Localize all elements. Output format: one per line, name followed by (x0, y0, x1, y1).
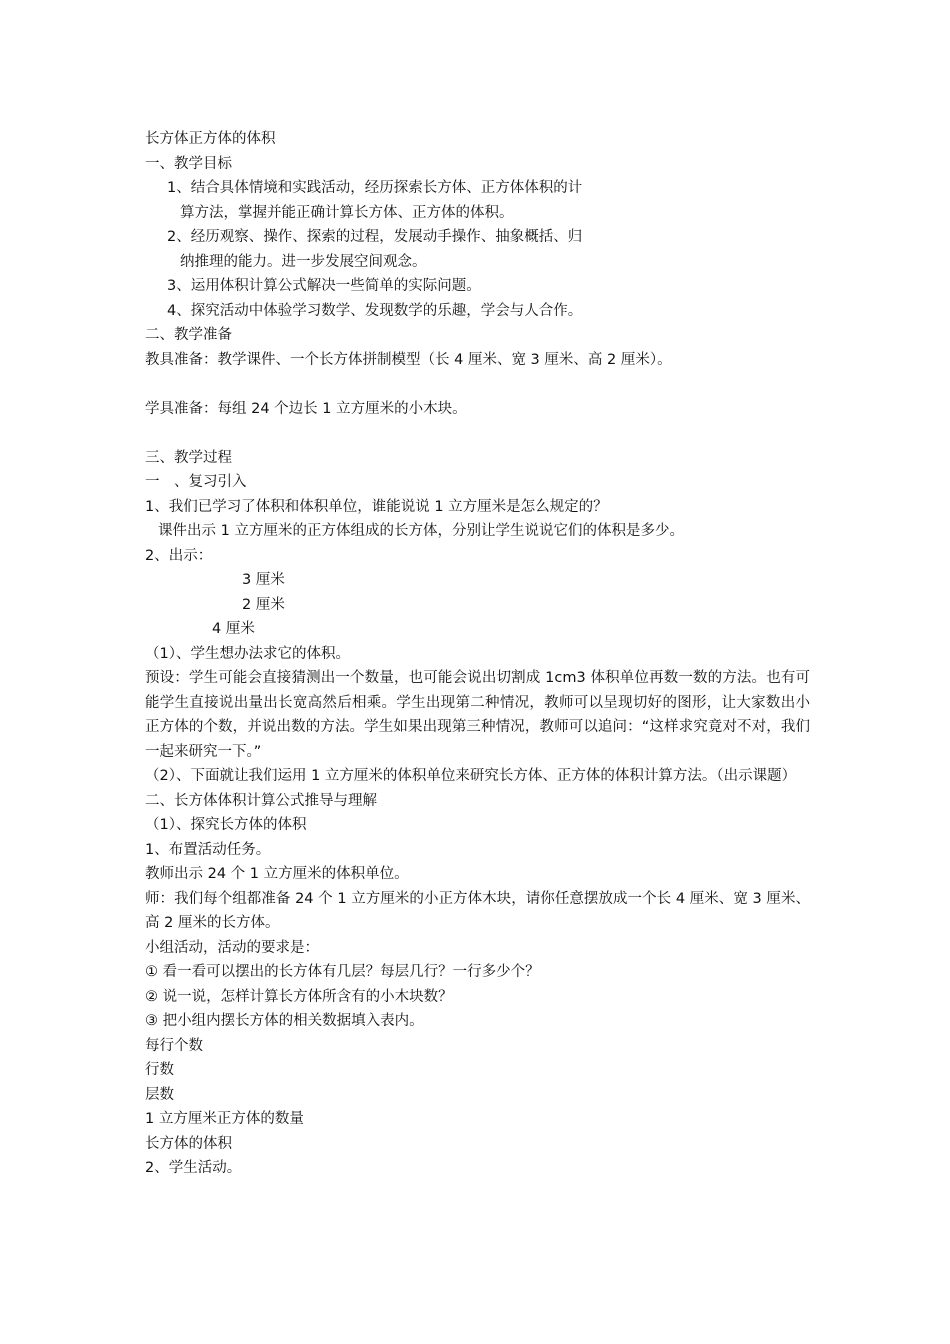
preset-paragraph: 预设：学生可能会直接猜测出一个数量，也可能会说出切割成 1cm3 体积单位再数一数的方法。也有可能学生直接说出量出长宽高然后相乘。学生出现第二种情况，教师可以呈现切好的图形，让大家数出小正方体的个数，并说出数的方法。学生如果出现第三种情况，教师可以追问：“这样求究竟对不对，我们一起来研究一下。” (145, 670, 810, 760)
student-activity: 2、学生活动。 (145, 1160, 242, 1176)
teacher-shows: 教师出示 24 个 1 立方厘米的体积单位。 (145, 866, 409, 882)
requirement-1: ① 看一看可以摆出的长方体有几层？每层几行？一行多少个？ (145, 964, 540, 980)
section-heading-process: 三、教学过程 (145, 449, 232, 466)
table-label-cube-count: 1 立方厘米正方体的数量 (145, 1111, 304, 1127)
part-heading-review: 一 、复习引入 (145, 474, 247, 490)
requirement-3: ③ 把小组内摆长方体的相关数据填入表内。 (145, 1013, 424, 1029)
section-heading-goals: 一、教学目标 (145, 155, 232, 172)
spacer (145, 421, 810, 446)
dimension-length-label: 4 厘米 (212, 621, 255, 637)
review-question-1: 1、我们已学习了体积和体积单位，谁能说说 1 立方厘米是怎么规定的？ (145, 498, 608, 515)
goal-2-line-2: 纳推理的能力。进一步发展空间观念。 (180, 253, 427, 270)
dimension-height-label: 3 厘米 (242, 572, 285, 588)
requirement-2: ② 说一说，怎样计算长方体所含有的小木块数？ (145, 988, 453, 1005)
goal-1-line-2: 算方法，掌握并能正确计算长方体、正方体的体积。 (180, 204, 514, 221)
table-label-per-row: 每行个数 (145, 1037, 203, 1054)
formula-sub-1: （1）、探究长方体的体积 (145, 817, 307, 833)
review-sub-2: （2）、下面就让我们运用 1 立方厘米的体积单位来研究长方体、正方体的体积计算方法。（出示课题） (145, 768, 797, 784)
student-materials: 学具准备：每组 24 个边长 1 立方厘米的小木块。 (145, 400, 467, 417)
review-question-1-detail: 课件出示 1 立方厘米的正方体组成的长方体，分别让学生说说它们的体积是多少。 (158, 523, 684, 539)
goal-1-line-1: 1、结合具体情境和实践活动，经历探索长方体、正方体体积的计 (167, 180, 583, 196)
teacher-materials: 教具准备：教学课件、一个长方体拼制模型（长 4 厘米、宽 3 厘米、高 2 厘米）。 (145, 351, 672, 368)
group-activity-intro: 小组活动，活动的要求是： (145, 939, 319, 956)
goal-3: 3、运用体积计算公式解决一些简单的实际问题。 (167, 278, 481, 294)
doc-title: 长方体正方体的体积 (145, 131, 276, 147)
document-body (145, 127, 810, 1181)
dimension-width-label: 2 厘米 (242, 596, 285, 613)
review-question-2: 2、出示： (145, 547, 213, 564)
activity-task: 1、布置活动任务。 (145, 841, 271, 858)
spacer (145, 372, 810, 397)
review-sub-1: （1）、学生想办法求它的体积。 (145, 645, 350, 662)
goal-4: 4、探究活动中体验学习数学、发现数学的乐趣，学会与人合作。 (167, 302, 583, 319)
section-heading-preparation: 二、教学准备 (145, 327, 232, 343)
table-label-volume: 长方体的体积 (145, 1135, 232, 1152)
table-label-rows: 行数 (145, 1062, 174, 1078)
part-heading-formula: 二、长方体体积计算公式推导与理解 (145, 792, 377, 809)
teacher-instruction: 师：我们每个组都准备 24 个 1 立方厘米的小正方体木块，请你任意摆放成一个长 4 厘米、宽 3 厘米、高 2 厘米的长方体。 (145, 890, 810, 931)
goal-2-line-1: 2、经历观察、操作、探索的过程，发展动手操作、抽象概括、归 (167, 229, 583, 245)
table-label-layers: 层数 (145, 1086, 174, 1103)
